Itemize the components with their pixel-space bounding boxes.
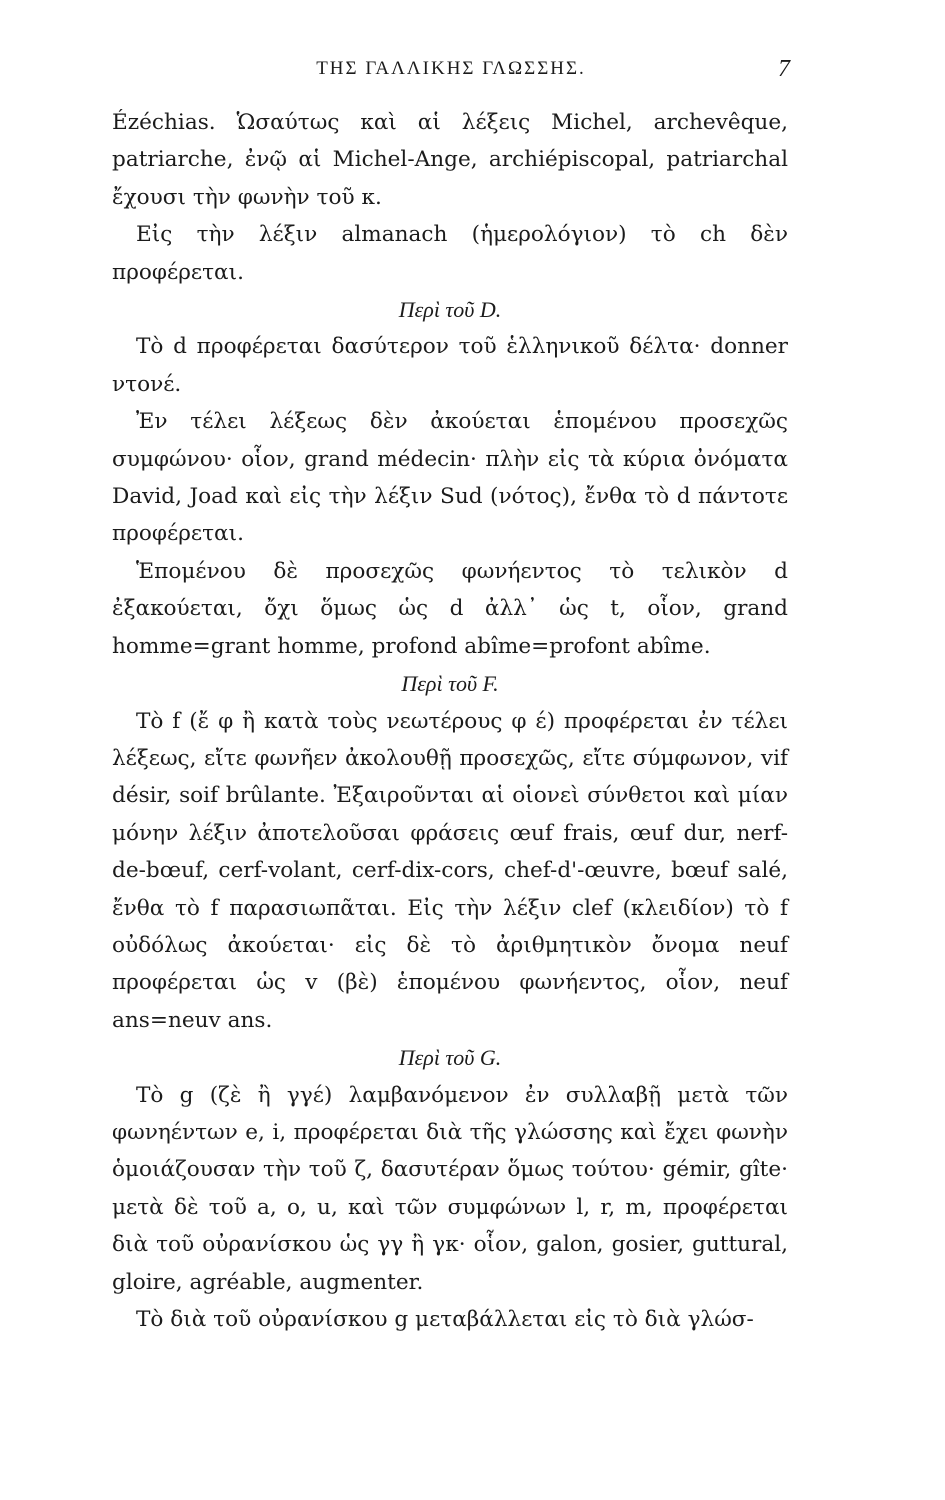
paragraph-c-continuation: Ézéchias. Ὡσαύτως καὶ αἱ λέξεις Michel, archevêque, patriarche, ἐνῷ αἱ Michel-Ange, archiépiscopal, patriarchal ἔχουσι τὴν φωνὴν τοῦ κ. <box>112 110 788 210</box>
paragraph-d-2: Ἐν τέλει λέξεως δὲν ἀκούεται ἑπομένου προσεχῶς συμφώνου· οἷον, grand médecin· πλὴν εἰς τὰ κύρια ὀνόματα David, Joad καὶ εἰς τὴν λέξιν Sud (νότος), ἔνθα τὸ d πάντοτε προφέρεται. <box>112 409 788 547</box>
paragraph-g-1: Τὸ g (ζὲ ἢ γγέ) λαμβανόμενον ἐν συλλαβῇ μετὰ τῶν φωνηέντων e, i, προφέρεται διὰ τῆς γλώσσης καὶ ἔχει φωνὴν ὁμοιάζουσαν τὴν τοῦ ζ, δασυτέραν ὅμως τούτου· gémir, gîte· μετὰ δὲ τοῦ a, o, u, καὶ τῶν συμφώνων l, r, m, προφέρεται διὰ τοῦ οὐρανίσκου ὡς γγ ἢ γκ· οἷον, galon, gosier, guttural, gloire, agréable, augmenter. <box>112 1082 788 1295</box>
page-number: 7 <box>778 56 790 82</box>
section-heading-g: Περὶ τοῦ G. <box>398 1045 502 1071</box>
section-heading-d: Περὶ τοῦ D. <box>398 297 502 323</box>
paragraph-d-1: Τὸ d προφέρεται δασύτερον τοῦ ἑλληνικοῦ δέλτα· donner ντονέ. <box>112 334 788 397</box>
paragraph-almanach: Εἰς τὴν λέξιν almanach (ἡμερολόγιον) τὸ ch δὲν προφέρεται. <box>112 222 788 285</box>
paragraph-d-3: Ἑπομένου δὲ προσεχῶς φωνήεντος τὸ τελικὸν d ἐξακούεται, ὄχι ὅμως ὡς d ἀλλ᾽ ὡς t, οἷον, grand homme=grant homme, profond abîme=profont abîme. <box>112 558 788 659</box>
running-title: ΤΗΣ ΓΑΛΛΙΚΗΣ ΓΛΩΣΣΗΣ. <box>316 58 586 79</box>
paragraph-f: Τὸ f (ἔ φ ἢ κατὰ τοὺς νεωτέρους φ έ) προφέρεται ἐν τέλει λέξεως, εἴτε φωνῆεν ἀκολουθῇ προσεχῶς, εἴτε σύμφωνον, vif désir, soif brûlante. Ἐξαιροῦνται αἱ οἱονεὶ σύνθετοι καὶ μίαν μόνην λέξιν ἀποτελοῦσαι φράσεις œuf frais, œuf dur, nerf-de-bœuf, cerf-volant, cerf-dix-cors, chef-d'-œuvre, bœuf salé, ἔνθα τὸ f παρασιωπᾶται. Εἰς τὴν λέξιν clef (κλειδίον) τὸ f οὐδόλως ἀκούεται· εἰς δὲ τὸ ἀριθμητικὸν ὄνομα neuf προφέρεται ὡς v (βὲ) ἑπομένου φωνήεντος, οἷον, neuf ans=neuv ans. <box>112 708 788 1033</box>
page-text <box>112 104 788 1338</box>
section-heading-f: Περὶ τοῦ F. <box>401 671 499 697</box>
running-head <box>112 58 790 92</box>
paragraph-g-2: Τὸ διὰ τοῦ οὐρανίσκου g μεταβάλλεται εἰς τὸ διὰ γλώσ- <box>136 1307 754 1332</box>
